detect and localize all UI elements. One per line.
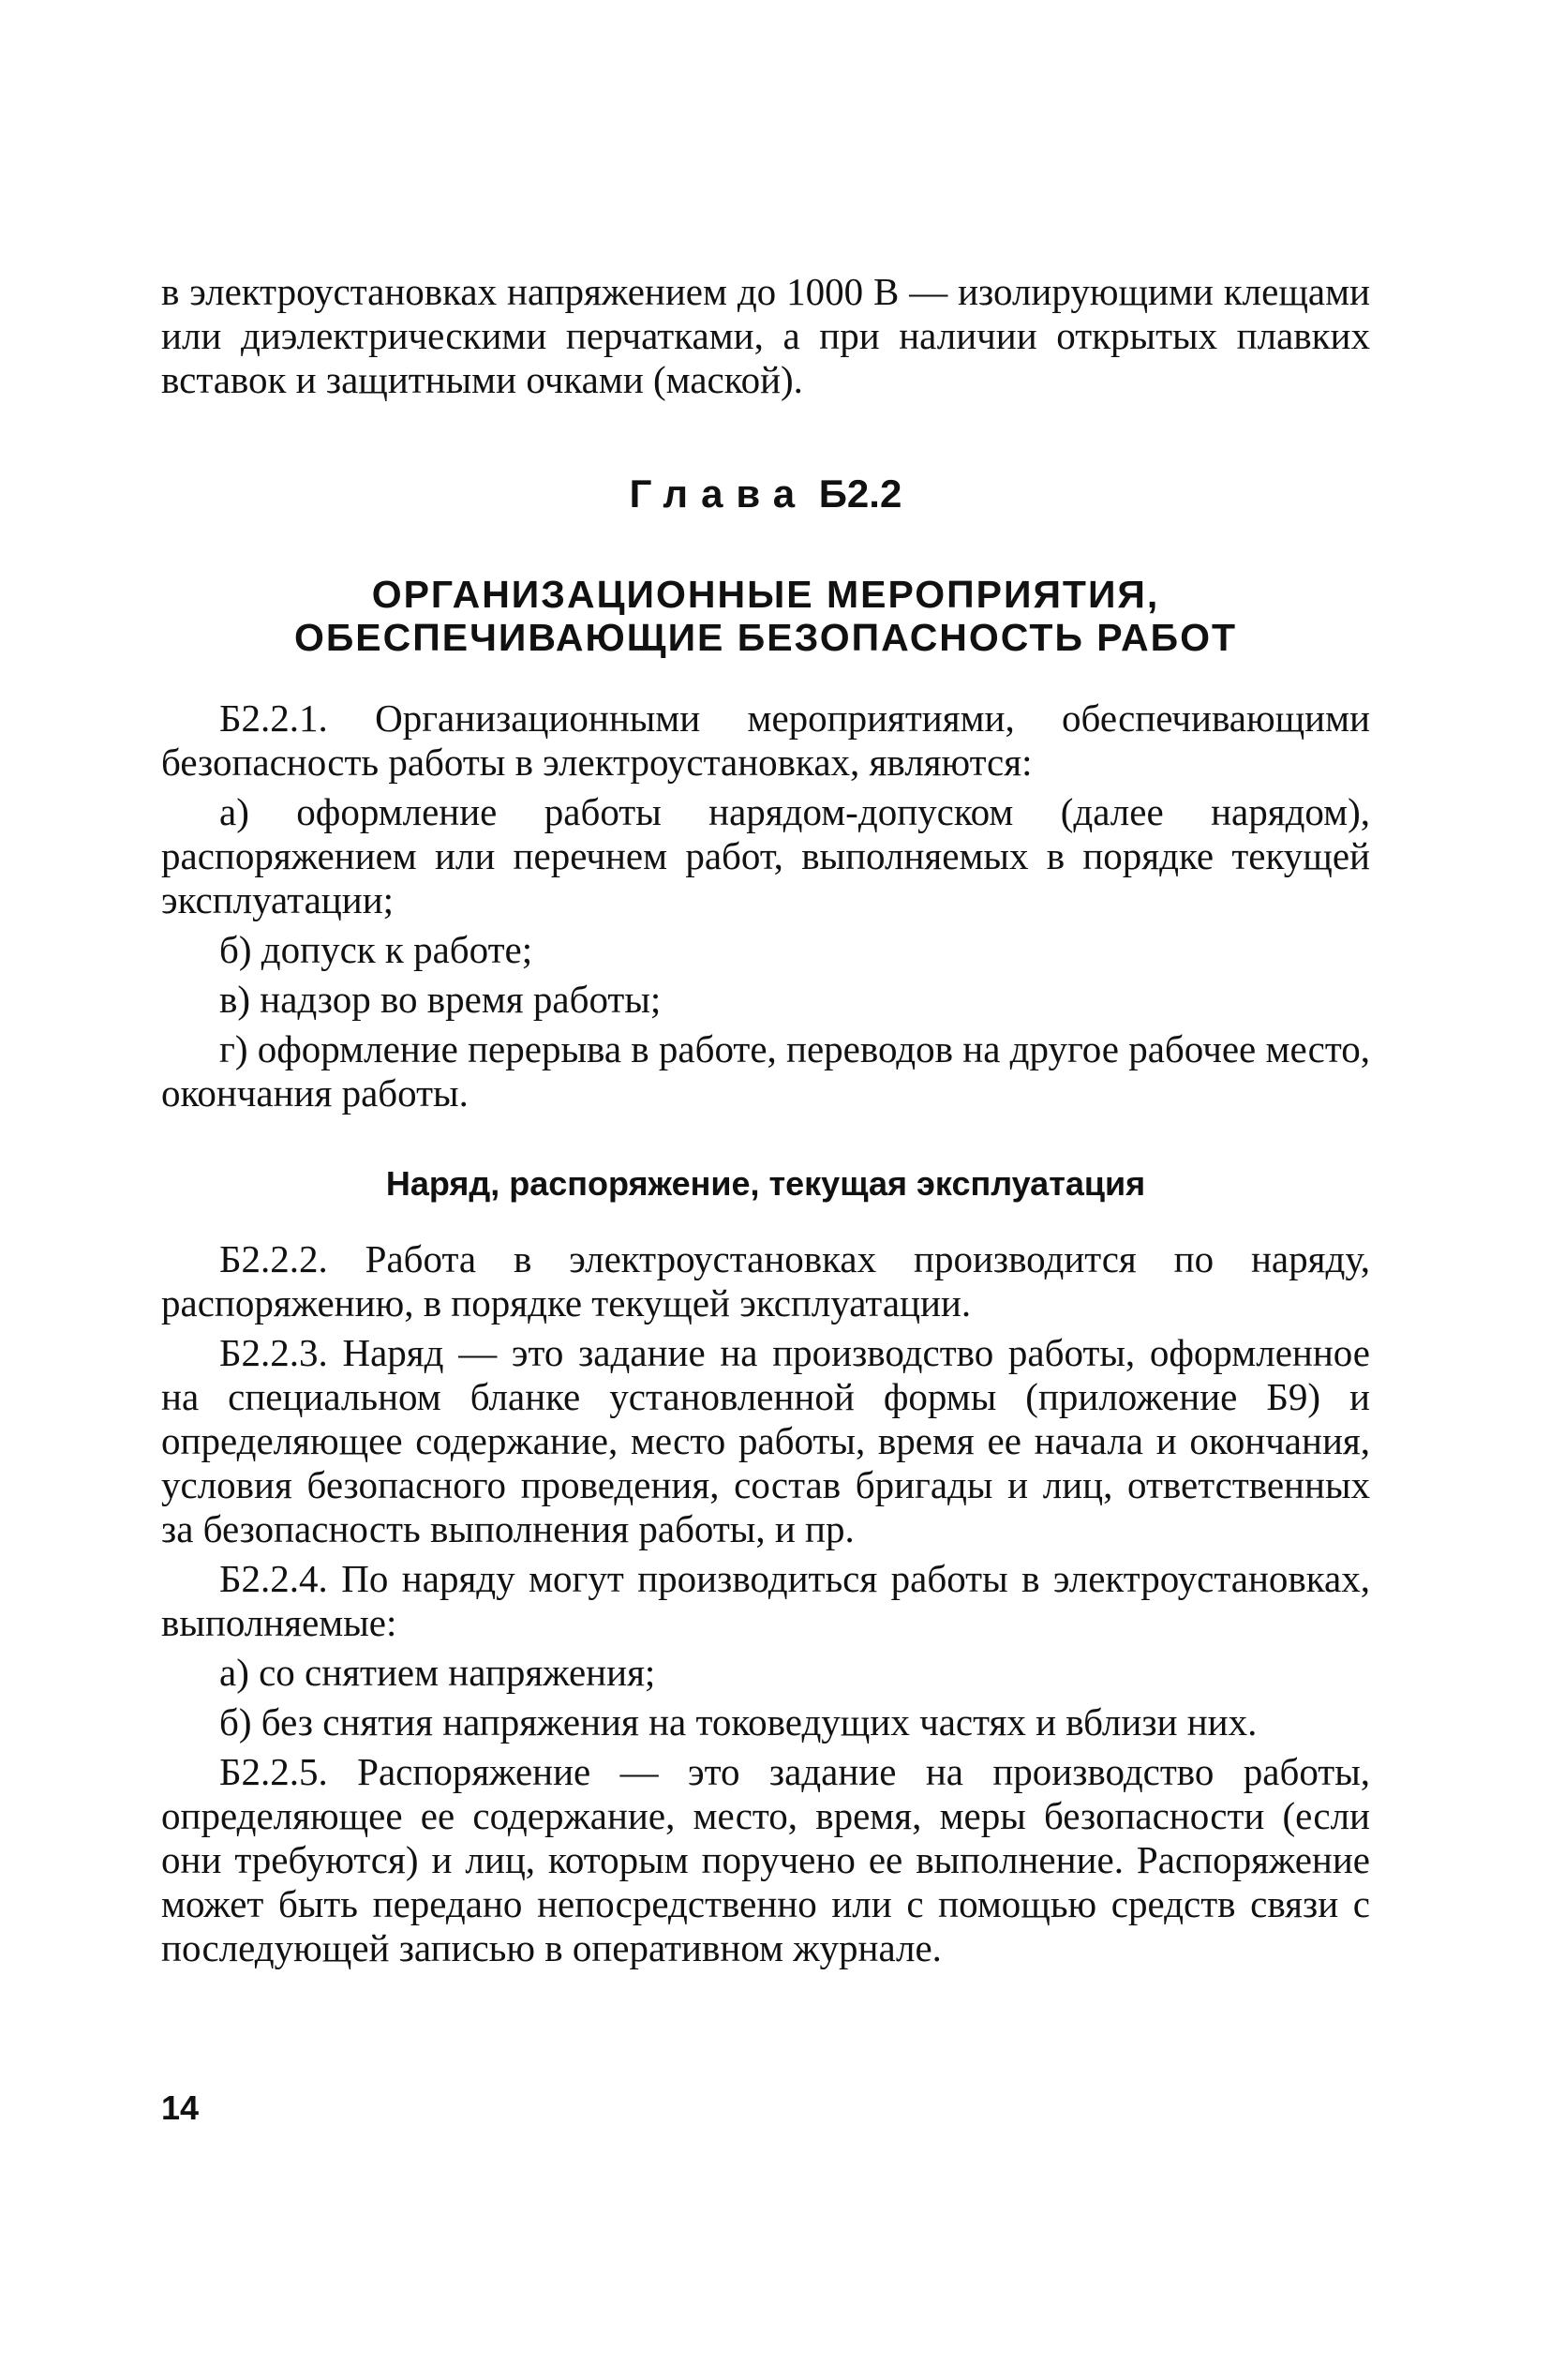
- chapter-word: Глава: [629, 472, 809, 516]
- paragraph-b2-2-1: Б2.2.1. Организационными мероприятиями, обеспечивающими безопасность работы в электроустановках, являются:: [161, 696, 1370, 784]
- list-item-v: в) надзор во время работы;: [219, 978, 662, 1021]
- paragraph-b2-2-2: Б2.2.2. Работа в электроустановках производится по наряду, распоряжению, в порядке текущей эксплуатации.: [161, 1237, 1370, 1325]
- paragraph-b2-2-4: Б2.2.4. По наряду могут производиться работы в электроустановках, выполняемые:: [161, 1557, 1370, 1644]
- list-item-b-2: б) без снятия напряжения на токоведущих частях и вблизи них.: [219, 1700, 1258, 1744]
- list-item-a: а) оформление работы нарядом-допуском (далее нарядом), распоряжением или перечнем работ, выполняемых в порядке текущей эксплуатации;: [161, 790, 1370, 921]
- section-subheading: Наряд, распоряжение, текущая эксплуатация: [385, 1164, 1146, 1203]
- list-item-b: б) допуск к работе;: [219, 928, 533, 971]
- paragraph-b2-2-5: Б2.2.5. Распоряжение — это задание на производство работы, определяющее ее содержание, место, время, меры безопасности (если они требуются) и лиц, которым поручено ее выполнение. Распоряжение может быть передано непосредственно или с помощью средств связи с последующей записью в оперативном журнале.: [161, 1750, 1370, 1969]
- chapter-title-line-1: ОРГАНИЗАЦИОННЫЕ МЕРОПРИЯТИЯ,: [371, 573, 1160, 616]
- list-item-g: г) оформление перерыва в работе, переводов на другое рабочее место, окончания работы.: [161, 1027, 1370, 1115]
- chapter-title: [161, 573, 1370, 659]
- chapter-heading: [161, 472, 1370, 516]
- chapter-number: Б2.2: [818, 472, 902, 516]
- page-number: 14: [161, 2088, 200, 2127]
- chapter-title-line-2: ОБЕСПЕЧИВАЮЩИЕ БЕЗОПАСНОСТЬ РАБОТ: [293, 616, 1238, 659]
- paragraph-b2-2-3: Б2.2.3. Наряд — это задание на производство работы, оформленное на специальном бланке установленной формы (приложение Б9) и определяющее содержание, место работы, время ее начала и окончания, условия безопасного проведения, состав бригады и лиц, ответственных за безопасность выполнения работы, и пр.: [161, 1331, 1370, 1550]
- intro-paragraph: в электроустановках напряжением до 1000 В — изолирующими клещами или диэлектрическими перчатками, а при наличии открытых плавких вставок и защитными очками (маской).: [161, 270, 1370, 401]
- list-item-a-2: а) со снятием напряжения;: [219, 1651, 656, 1694]
- document-page: [161, 270, 1370, 1976]
